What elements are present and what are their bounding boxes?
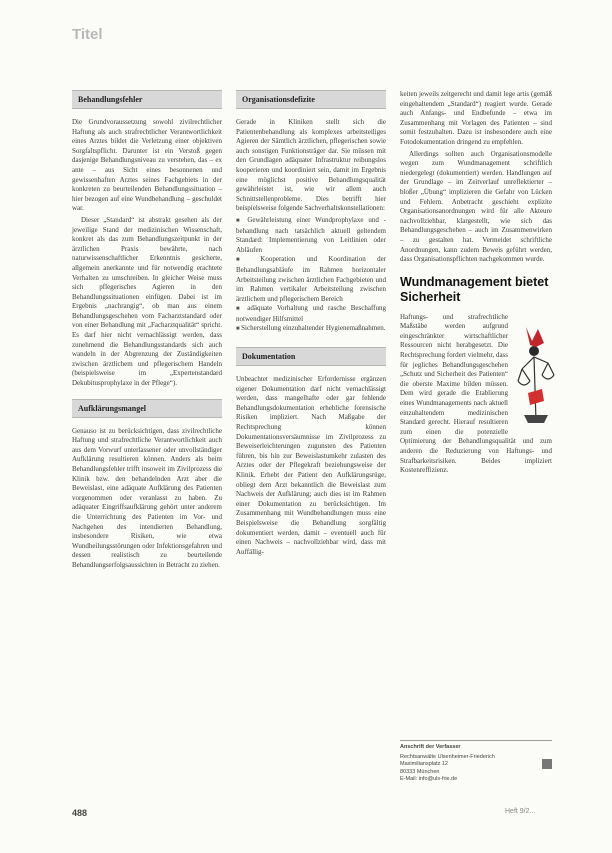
paragraph: Allerdings sollten auch Organisationsmodelle wegen zum Wundmanagement schriftlich niedergelegt (dokumentiert) werden. Handlungen auf der Grundlage – im Zeitverlauf unreflektierter – bloßer „Übung“ implizieren die Gefahr von Lücken und Fehlern. Anbetracht geschieht explizite Organisationsanordnungen wird für alle Akteure nachvollziehbar, klargestellt, wie sich das Behandlungsgeschehen – auch im Zusammenwirken – zu gestalten hat. Vermeidet schriftliche Anordnungen, kann zudem Beweis geführt werden, dass Organisationspflichten nachgekommen wurde.: [400, 149, 552, 264]
footnote-line: Rechtsanwälte Ulsenheimer-Friederich: [400, 753, 495, 760]
paragraph: Unbeachtet medizinischer Erfordernisse ergänzen eigener Dokumentation darf nicht vernachlässigt werden, dass mangelhafte oder gar fehlende Behandlungsdokumentation erhebliche forensische Risiken impliziert. Nach Maßgabe der Rechtsprechung können Dokumentationsversäumnisse im Zivilprozess zu Beweiserleichterungen zugunsten des Patienten führen, bis hin zur Beweislastumkehr zulasten des Arztes oder der Pflegekraft beziehungsweise der Klinik. Erhebt der Patient den Aufklärungsrüge, obliegt dem Arzt bekanntlich die Beweislast zum Nachweis der Aufklärung; auch dies ist im Rahmen einer Dokumentation zu berücksichtigen. Im Zusammenhang mit Wundbehandlungen muss eine Beispielsweise die Behandlung sorgfältig dokumentiert werden, damit – eventuell auch für einen Nachweis – nachvollziehbar wird, dass mit Auffällig-: [236, 375, 386, 556]
author-address: [400, 740, 552, 784]
paragraph: Die Grundvoraussetzung sowohl zivilrechtlicher Haftung als auch strafrechtlicher Verantwortlichkeit eines Arztes bildet die Verletzung einer objektiven Sorgfaltspflicht. Darunter ist ein Verstoß gegen dasjenige Behandlungsniveau zu verstehen, das – ex ante – aus Sicht eines besonnenen und gewissenhaften Arztes seines Fachgebiets in der konkreten zu beurteilenden Behandlungssituation – hier bezogen auf eine Wundbehandlung – geschuldet war.: [72, 118, 222, 213]
footnote-title: Anschrift der Verfasser: [400, 744, 461, 750]
right-column: [400, 90, 552, 478]
paragraph: Haftungs- und strafrechtliche Maßstäbe werden aufgrund eingeschränkter wirtschaftlicher Ressourcen nicht herabgesetzt. Die Rechtsprechung fordert vielmehr, dass für jegliches Behandlungsgeschehen „Schutz und Sicherheit des Patienten“ die oberste Maxime bilden müssen. Dem wird gerade die Etablierung eines Wundmanagements nach aktuell einzuhaltendem medizinischen Standard gerecht. Hierauf resultieren zum einen die potenzielle Optimierung der Behandlungsqualität und zum anderen die Reduzierung von Haftungs- und Strafbarkeitsrisiken. Beides impliziert Kostenreffizienz.: [400, 312, 552, 475]
bullet-item: ■ Gewährleistung einer Wundprophylaxe und -behandlung nach tatsächlich aktuell geltendem Standard: Implementierung von Leitlinien oder Abläufen: [236, 216, 386, 255]
bullet-item: ■ Sicherstellung einzuhaltender Hygienemaßnahmen.: [236, 324, 386, 335]
bullet-item: ■ adäquate Vorhaltung und rasche Beschaffung notwendiger Hilfsmittel: [236, 304, 386, 324]
paragraph: Gerade in Kliniken stellt sich die Patientenbehandlung als komplexes arbeitsteiliges Agieren der Sämtlich ärztlichen, pflegerischen sowie auch sonstigen Funktionsträger dar. Sie müssen mit den Grundlagen adäquater Infrastruktur reibungslos kooperieren und koordiniert sein, damit im Ergebnis eine möglichst positive Behandlungsqualität gewährleistet ist, wie wir allem auch Schnittstellenprobleme. Dies betrifft hier beispielsweise folgende Sachverhaltskonstellationen:: [236, 118, 386, 213]
left-column: [72, 90, 222, 573]
page-number: 488: [72, 808, 88, 818]
paragraph: Genauso ist zu berücksichtigen, dass zivilrechtliche Haftung und strafrechtliche Verantwortlichkeit auch aus dem Vorwurf unterlassener oder unvollständiger Aufklärung resultieren können. Anders als beim Behandlungsfehler trifft insoweit im Zivilprozess die Klinik bzw. den behandelnden Arzt aber die Beweislast, eine adäquate Aufklärung des Patienten vorgenommen oder veranlasst zu haben. Zu adäquater Eingriffsaufklärung gehört unter anderem die Unterrichtung des Patienten im Vor- und Nachgehen des intendierten Behandlung, insbesondere Risiken, wie etwa Wundheilungsstörungen oder Infektionsgefahren und dessen realistisch zu beurteilende Behandlungserfolgsaussichten in Betracht zu ziehen.: [72, 426, 222, 569]
issue-label: Heft 9/2...: [505, 808, 536, 815]
middle-column: [236, 90, 386, 559]
footnote-line: 80333 München: [400, 768, 440, 775]
section-title: Wundmanagement bietet Sicherheit: [400, 274, 549, 304]
box-heading-dokumentation: Dokumentation: [236, 347, 386, 366]
box-heading-behandlungsfehler: Behandlungsfehler: [72, 90, 222, 109]
box-heading-aufklaerungsmangel: Aufklärungsmangel: [72, 399, 222, 418]
decorative-mark: [542, 759, 552, 769]
bullet-list: [236, 216, 386, 335]
scales-of-justice-illustration: [514, 317, 556, 429]
page-title: Titel: [72, 26, 103, 43]
footnote-line: E-Mail: info@uls-frie.de: [400, 776, 458, 782]
footnote-line: Maximiliansplatz 12: [400, 761, 448, 767]
paragraph: Dieser „Standard“ ist abstrakt gesehen als der jeweilige Stand der medizinischen Wissenschaft, konkret als das zum Behandlungszeitpunkt in der ärztlichen Praxis bewährte, nach naturwissenschaftlicher Erkenntnis gesicherte, allgemein anerkannte und für notwendig erachtete Verhalten zu umschreiben. In gleicher Weise muss sich pflegerisches Agieren in den Behandlungssituationen einfügen. Dabei ist im Ergebnis „nachrangig“, ob man aus einem Behandlungsgeschehen vom Facharztstandard oder von einer Behandlung mit „Facharztqualität“ spricht. Es darf hier nicht vernachlässigt werden, dass zunehmend die Behandlungsstandards sich auch wandeln in der Abgrenzung der Zuständigkeiten zwischen ärztlichem und pflegerischem Handeln (beispielsweise im „Expertenstandard Dekubitusprophylaxe in der Pflege“).: [72, 215, 222, 388]
box-heading-organisationsdefizite: Organisationsdefizite: [236, 90, 386, 109]
bullet-item: ■ Kooperation und Koordination der Behandlungsabläufe im Rahmen horizontaler Arbeitsteilung zwischen ärztlichen Fachgebieten und im Rahmen vertikaler Arbeitsteilung zwischen ärztlichem und pflegerischem Bereich: [236, 255, 386, 304]
paragraph: keiten jeweils zeitgerecht und damit lege artis (gemäß eingehaltendem „Standard“) reagiert wurde. Gerade auch Anfangs- und Endbefunde – etwa im Zusammenhang mit Vorlagen des Patienten – sind somit festzuhalten. Dazu ist insbesondere auch eine Fotodokumentation dringend zu empfehlen.: [400, 90, 552, 146]
section-body: [400, 313, 552, 476]
